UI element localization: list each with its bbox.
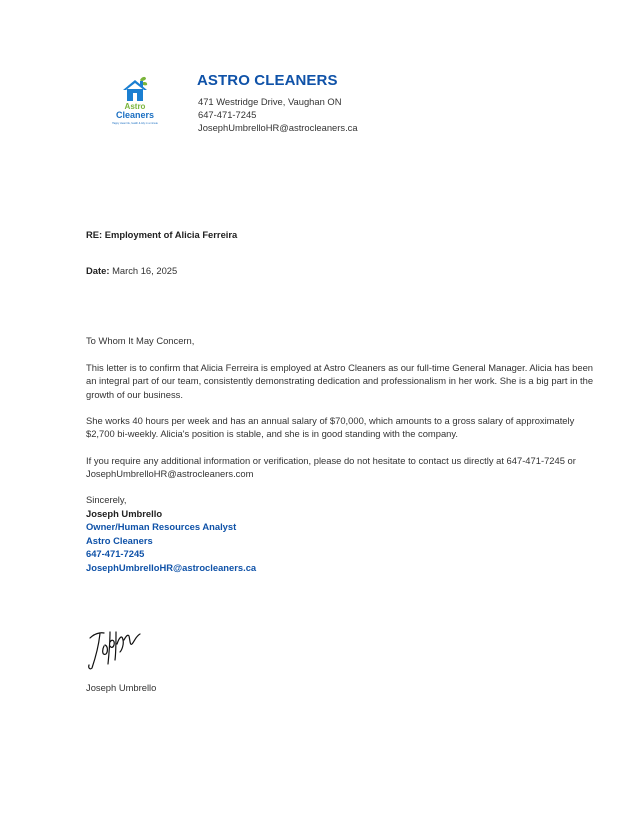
date-value: March 16, 2025	[112, 265, 178, 276]
signer-email: JosephUmbrelloHR@astrocleaners.ca	[86, 561, 257, 573]
letter-date	[86, 264, 596, 277]
company-logo	[108, 76, 162, 128]
signer-title: Owner/Human Resources Analyst	[86, 521, 237, 533]
paragraph-employment: This letter is to confirm that Alicia Ferreira is employed at Astro Cleaners as our full-time General Manager. Alicia has been an integral part of our team, consistently demonstrating dedication and professionalism in her work. She is a big part in the growth of our business.	[86, 362, 594, 400]
company-name: ASTRO CLEANERS	[197, 72, 338, 89]
handwritten-signature	[84, 624, 150, 674]
company-address: 471 Westridge Drive, Vaughan ON	[198, 96, 342, 107]
signer-phone: 647-471-7245	[86, 548, 145, 560]
paragraph-contact: If you require any additional information or verification, please do not hesitate to contact us directly at 647-471-7245 or JosephUmbrelloHR@astrocleaners.com	[86, 455, 576, 480]
paragraph-salary: She works 40 hours per week and has an annual salary of $70,000, which amounts to a gross salary of approximately $2,700 bi-weekly. Alicia's position is stable, and she is in good standing with the company.	[86, 415, 575, 440]
company-email: JosephUmbrelloHR@astrocleaners.ca	[198, 122, 358, 133]
logo-brand-top: Astro	[124, 102, 146, 111]
company-phone: 647-471-7245	[198, 109, 257, 120]
house-with-leaves-icon	[108, 76, 162, 104]
signature-block	[86, 507, 256, 574]
signed-name: Joseph Umbrello	[86, 682, 157, 693]
salutation: To Whom It May Concern,	[86, 335, 195, 346]
logo-tagline: Happy clean life, health & tidy in a minute	[112, 122, 158, 125]
logo-brand-bottom: Cleaners	[115, 110, 155, 120]
closing: Sincerely,	[86, 494, 127, 505]
signer-company: Astro Cleaners	[86, 534, 153, 546]
signer-name: Joseph Umbrello	[86, 508, 163, 519]
date-label: Date:	[86, 265, 110, 276]
letter-subject: RE: Employment of Alicia Ferreira	[86, 229, 238, 240]
